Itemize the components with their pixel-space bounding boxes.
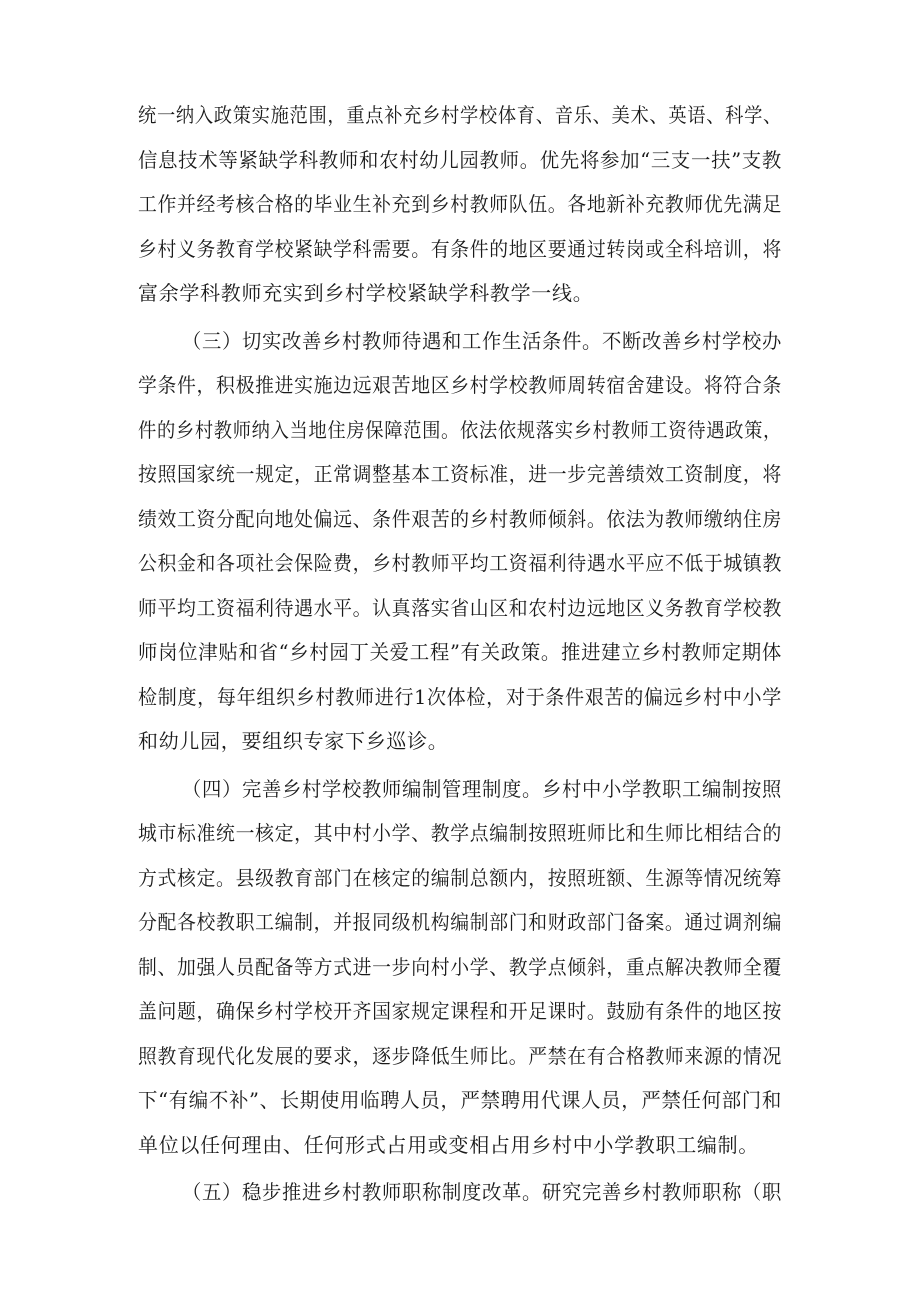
text-line: 师平均工资福利待遇水平。认真落实省山区和农村边远地区义务教育学校教 [138,596,782,620]
text-line: 单位以任何理由、任何形式占用或变相占用乡村中小学教职工编制。 [138,1133,759,1157]
text-line: 分配各校教职工编制，并报同级机构编制部门和财政部门备案。通过调剂编 [138,910,782,934]
text-line: 城市标准统一核定，其中村小学、教学点编制按照班师比和生师比相结合的 [138,821,782,845]
text-line: 照教育现代化发展的要求，逐步降低生师比。严禁在有合格教师来源的情况 [138,1044,782,1068]
text-line: 盖问题，确保乡村学校开齐国家规定课程和开足课时。鼓励有条件的地区按 [138,999,782,1023]
text-line: 统一纳入政策实施范围，重点补充乡村学校体育、音乐、美术、英语、科学、 [138,103,782,127]
text-line: 信息技术等紧缺学科教师和农村幼儿园教师。优先将参加“三支一扶”支教 [138,148,782,172]
text-line: 按照国家统一规定，正常调整基本工资标准，进一步完善绩效工资制度，将 [138,462,782,486]
text-line: 学条件，积极推进实施边远艰苦地区乡村学校教师周转宿舍建设。将符合条 [138,373,782,397]
text-line: 件的乡村教师纳入当地住房保障范围。依法依规落实乡村教师工资待遇政策， [138,418,782,442]
text-line: 下“有编不补”、长期使用临聘人员，严禁聘用代课人员，严禁任何部门和 [138,1088,782,1112]
text-line: 和幼儿园，要组织专家下乡巡诊。 [138,729,449,753]
section-heading-line: （三）切实改善乡村教师待遇和工作生活条件。不断改善乡村学校办 [182,329,783,353]
text-line: 公积金和各项社会保险费，乡村教师平均工资福利待遇水平应不低于城镇教 [138,551,782,575]
text-line: 检制度，每年组织乡村教师进行1次体检，对于条件艰苦的偏远乡村中小学 [138,685,782,709]
text-line: 富余学科教师充实到乡村学校紧缺学科教学一线。 [138,281,594,305]
section-heading-line: （四）完善乡村学校教师编制管理制度。乡村中小学教职工编制按照 [182,777,783,801]
text-line: 工作并经考核合格的毕业生补充到乡村教师队伍。各地新补充教师优先满足 [138,192,782,216]
text-line: 方式核定。县级教育部门在核定的编制总额内，按照班额、生源等情况统筹 [138,866,782,890]
text-line: 绩效工资分配向地处偏远、条件艰苦的乡村教师倾斜。依法为教师缴纳住房 [138,507,782,531]
text-line: 乡村义务教育学校紧缺学科需要。有条件的地区要通过转岗或全科培训，将 [138,237,782,261]
section-heading-line: （五）稳步推进乡村教师职称制度改革。研究完善乡村教师职称（职 [182,1180,783,1204]
text-line: 师岗位津贴和省“乡村园丁关爱工程”有关政策。推进建立乡村教师定期体 [138,640,782,664]
text-line: 制、加强人员配备等方式进一步向村小学、教学点倾斜，重点解决教师全覆 [138,955,782,979]
